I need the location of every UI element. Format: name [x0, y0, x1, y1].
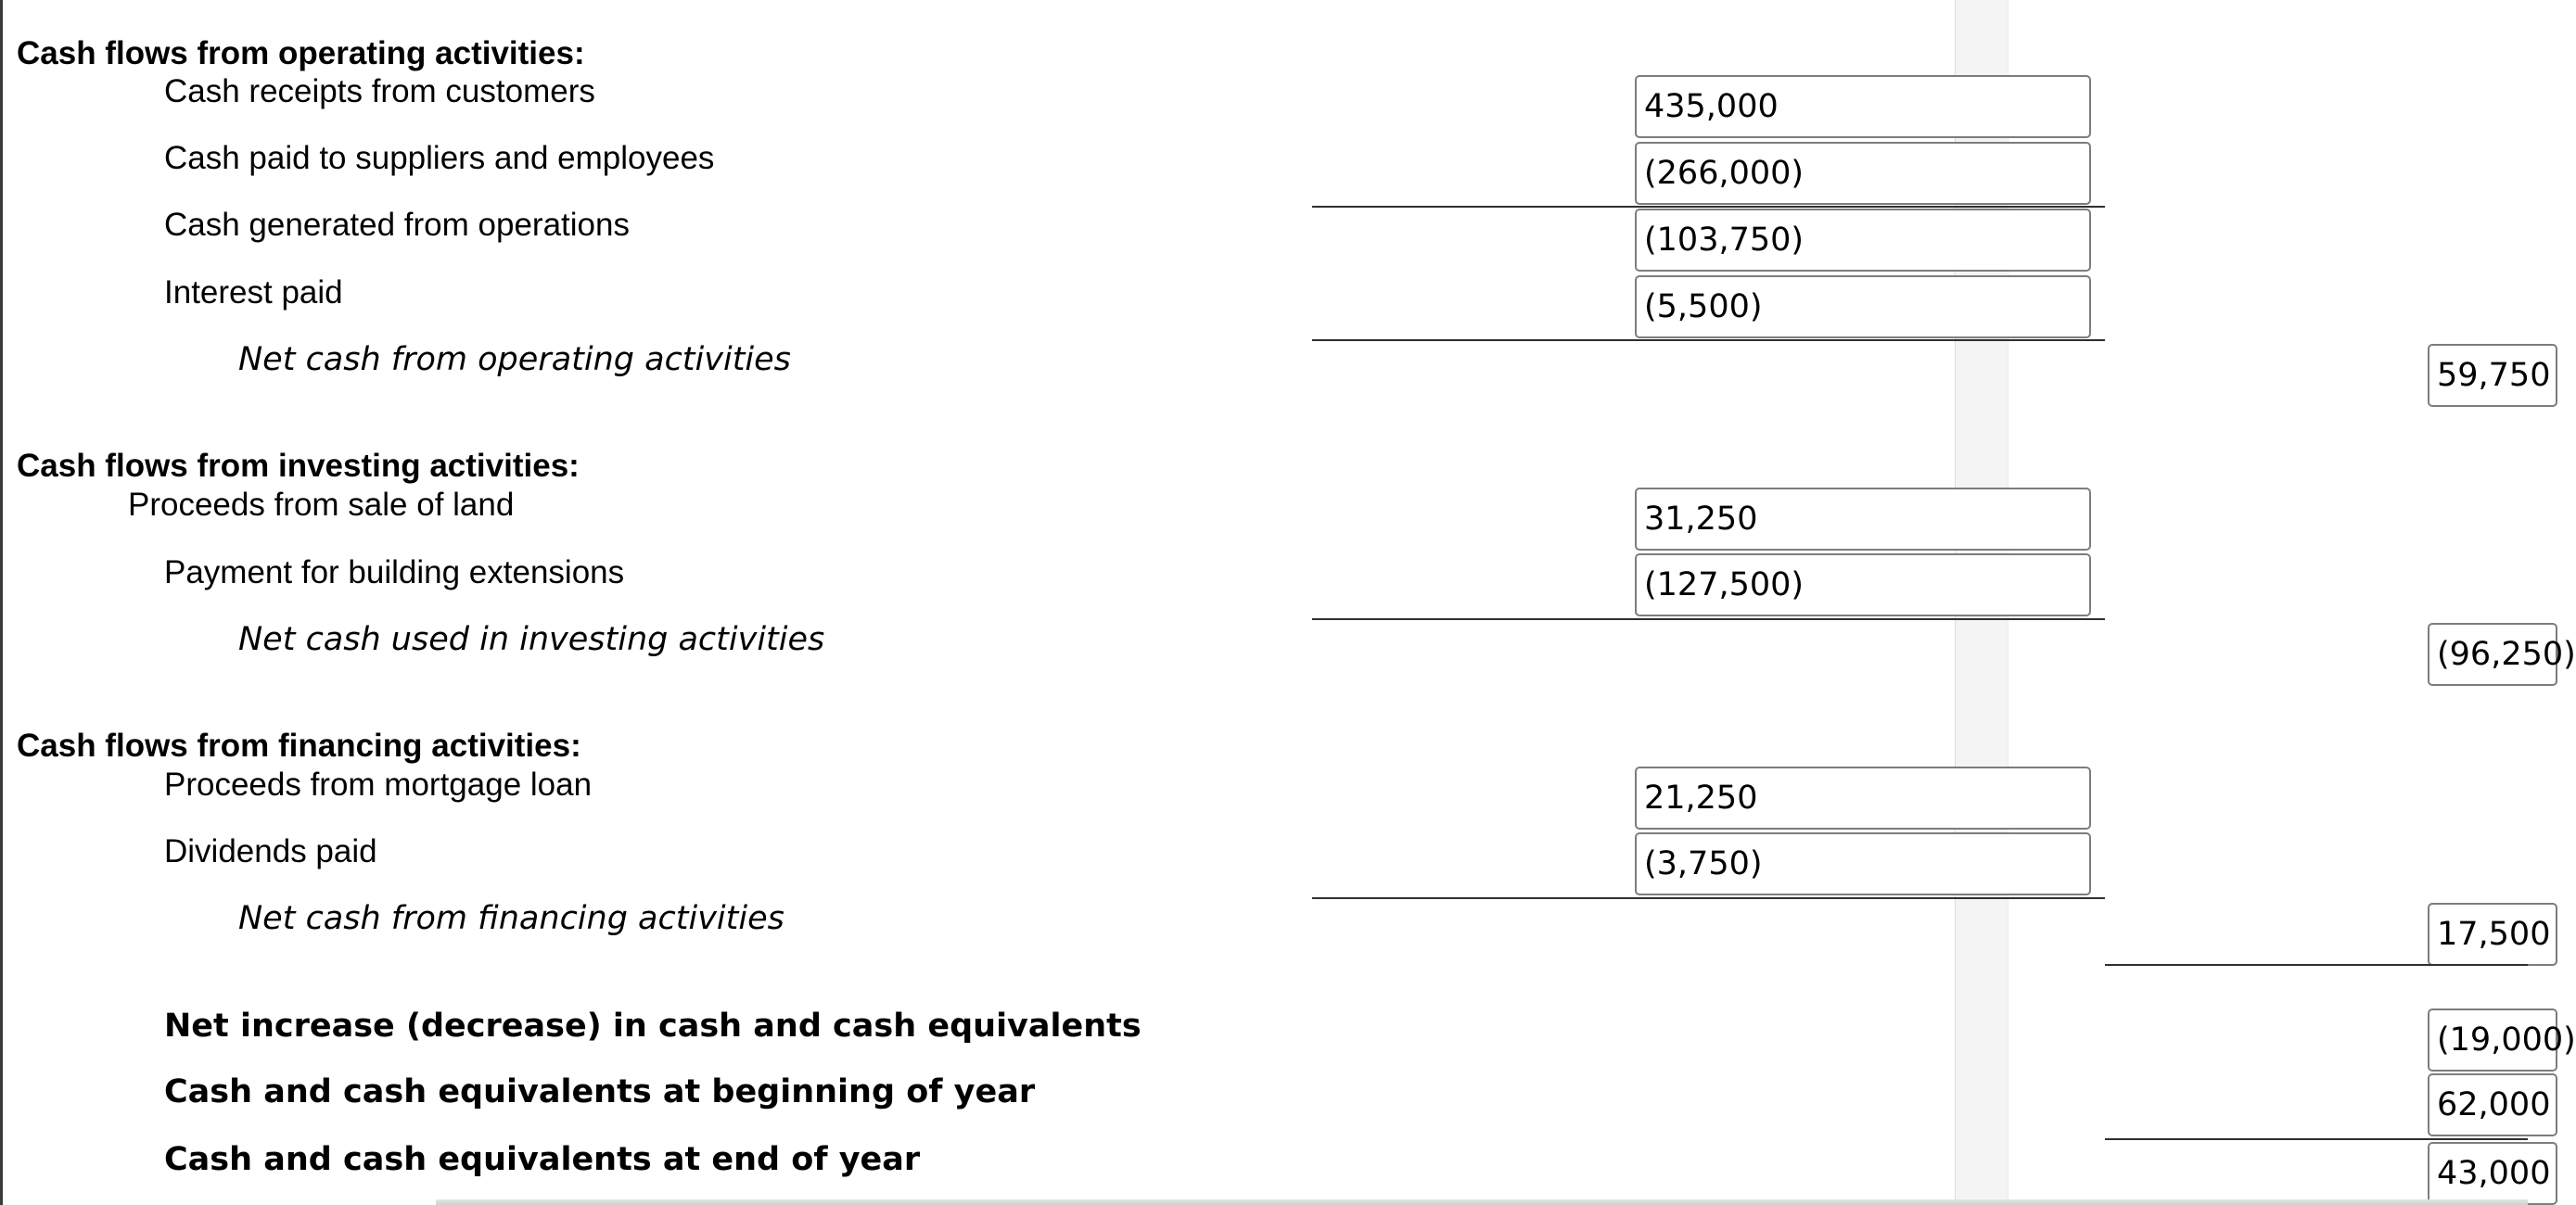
net-cash-financing-input[interactable]: 17,500	[2428, 903, 2557, 966]
financing-heading: Cash flows from financing activities:	[17, 728, 581, 764]
dividends-paid-input[interactable]: (3,750)	[1635, 832, 2091, 895]
operating-subtotal-label: Net cash from operating activities	[238, 341, 791, 378]
interest-paid-input[interactable]: (5,500)	[1635, 275, 2091, 338]
financing-item-label: Dividends paid	[164, 833, 377, 869]
cash-receipts-input[interactable]: 435,000	[1635, 75, 2091, 138]
left-border	[0, 0, 3, 1205]
ending-cash-label: Cash and cash equivalents at end of year	[164, 1141, 921, 1178]
investing-subtotal-label: Net cash used in investing activities	[238, 621, 825, 658]
net-cash-investing-input[interactable]: (96,250)	[2428, 623, 2557, 686]
financing-item-label: Proceeds from mortgage loan	[164, 767, 593, 803]
operating-item-label: Cash generated from operations	[164, 207, 630, 243]
subtotal-rule	[1312, 897, 2105, 899]
total-rule	[2105, 964, 2528, 966]
subtotal-rule	[1312, 339, 2105, 341]
cash-generated-input[interactable]: (103,750)	[1635, 209, 2091, 272]
operating-item-label: Interest paid	[164, 274, 343, 311]
subtotal-rule	[1312, 618, 2105, 620]
ending-cash-input[interactable]: 43,000	[2428, 1142, 2557, 1205]
operating-item-label: Cash receipts from customers	[164, 73, 595, 109]
subtotal-rule	[1312, 206, 2105, 208]
operating-heading: Cash flows from operating activities:	[17, 35, 585, 71]
total-rule	[2105, 1138, 2528, 1140]
net-change-label: Net increase (decrease) in cash and cash equivalents	[164, 1008, 1141, 1045]
bottom-shadow	[436, 1199, 2528, 1205]
net-cash-operating-input[interactable]: 59,750	[2428, 344, 2557, 407]
beginning-cash-input[interactable]: 62,000	[2428, 1073, 2557, 1136]
building-extensions-input[interactable]: (127,500)	[1635, 553, 2091, 616]
net-change-input[interactable]: (19,000)	[2428, 1008, 2557, 1072]
investing-item-label: Proceeds from sale of land	[128, 487, 515, 523]
investing-heading: Cash flows from investing activities:	[17, 448, 580, 484]
beginning-cash-label: Cash and cash equivalents at beginning of year	[164, 1073, 1036, 1110]
financing-subtotal-label: Net cash from financing activities	[238, 900, 784, 937]
mortgage-loan-input[interactable]: 21,250	[1635, 767, 2091, 830]
operating-item-label: Cash paid to suppliers and employees	[164, 140, 715, 176]
cash-paid-suppliers-input[interactable]: (266,000)	[1635, 142, 2091, 205]
investing-item-label: Payment for building extensions	[164, 554, 625, 590]
sale-of-land-input[interactable]: 31,250	[1635, 488, 2091, 551]
